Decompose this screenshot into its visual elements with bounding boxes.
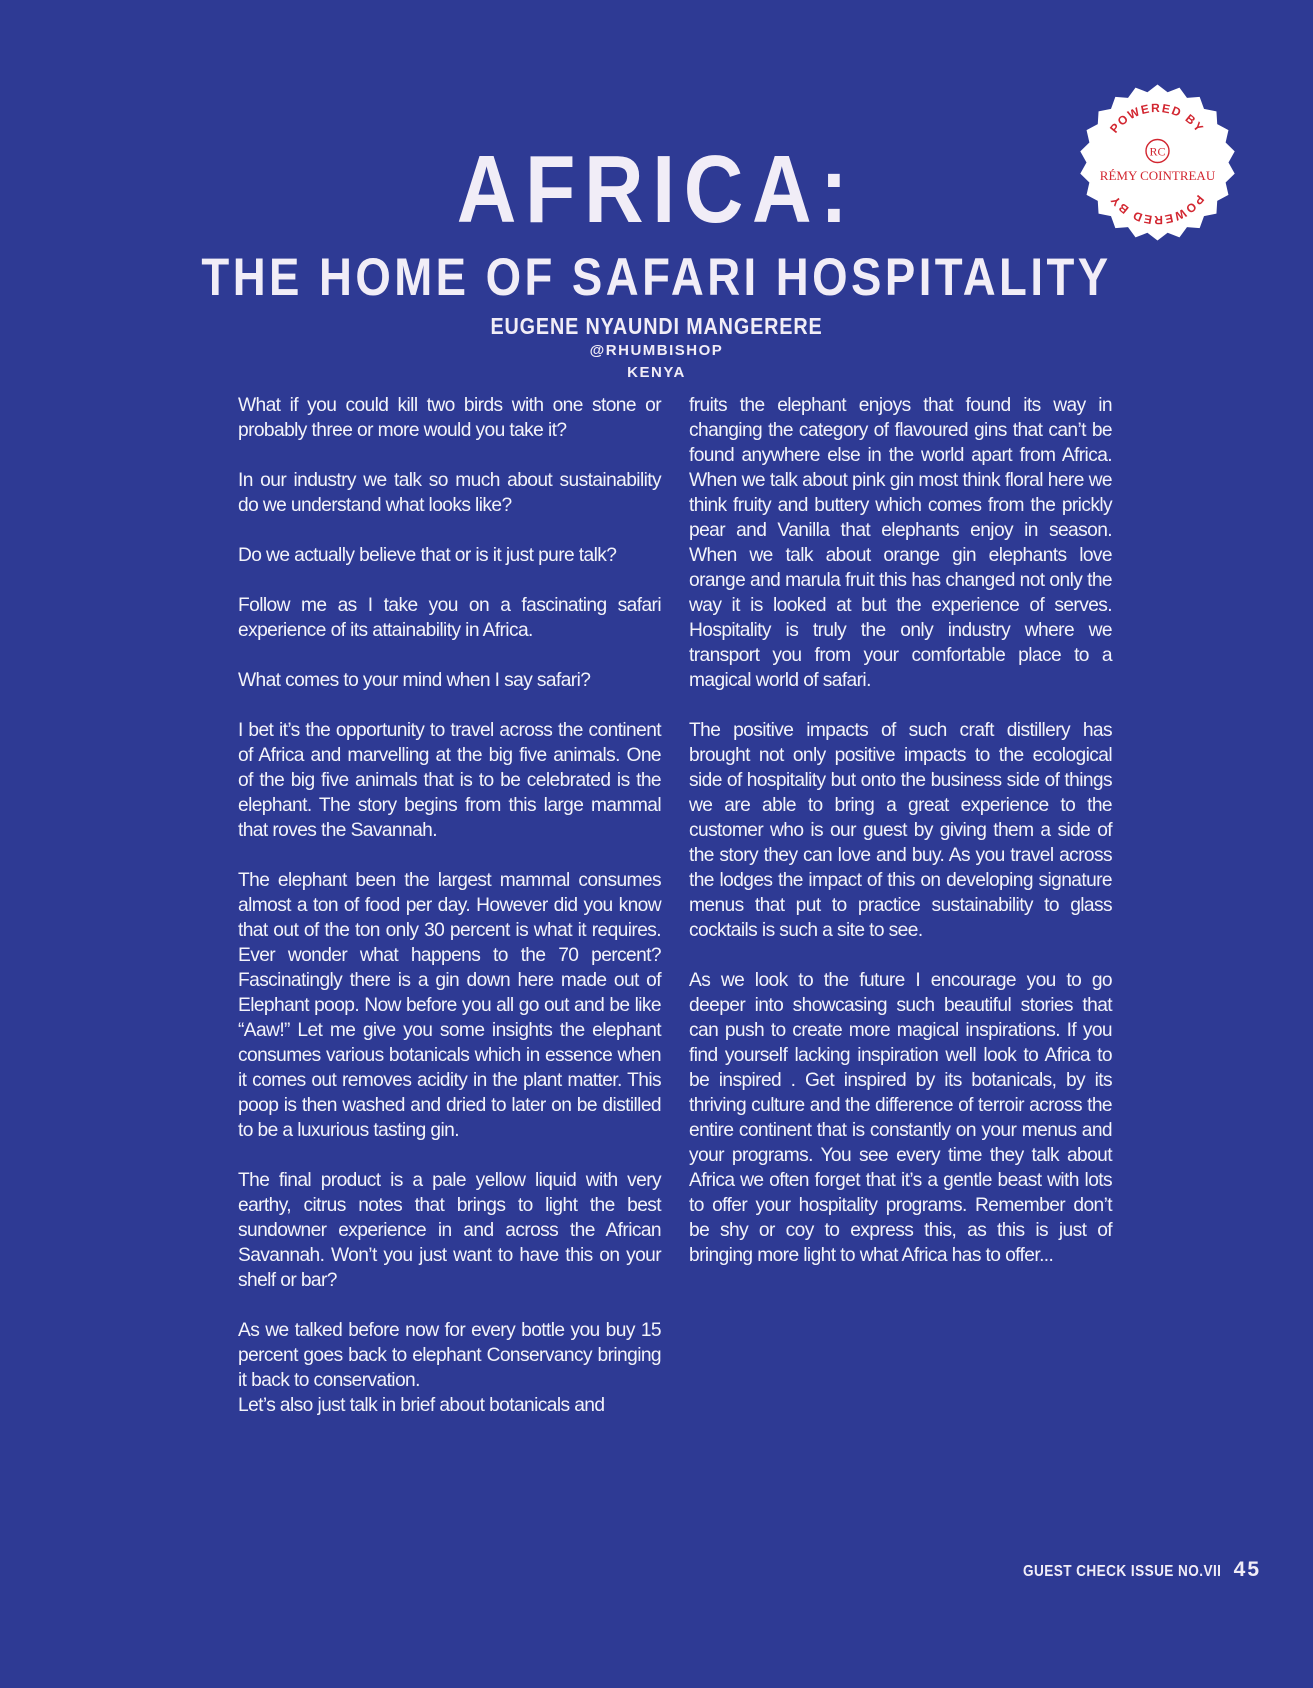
badge-monogram: RC (1149, 144, 1166, 159)
badge-brand: RÉMY COINTREAU (1099, 168, 1216, 183)
article-column-left (238, 393, 661, 1418)
paragraph: What if you could kill two birds with one stone or probably three or more would you take it? (238, 395, 661, 441)
paragraph: What comes to your mind when I say safari? (238, 670, 591, 691)
author-handle: @RHUMBISHOP (589, 342, 724, 359)
author-country: KENYA (627, 364, 686, 381)
issue-label: GUEST CHECK ISSUE NO.VII (1022, 1563, 1222, 1580)
paragraph: As we look to the future I encourage you to go deeper into showcasing such beautiful stories that can push to create more magical inspirations. If you find yourself lacking inspiration well look to Africa to be inspired . Get inspired by its botanicals, by its thriving culture and the difference of terroir across the entire continent that is constantly on your menus and your programs. You see every time they talk about Africa we often forget that it’s a gentle beast with lots to offer your hospitality programs. Remember don’t be shy or coy to express this, as this is just of bringing more light to what Africa has to offer... (689, 970, 1112, 1266)
paragraph: The positive impacts of such craft distillery has brought not only positive impacts to the ecological side of hospitality but onto the business side of things we are able to bring a great experience to the customer who is our guest by giving them a side of the story they can love and buy. As you travel across the lodges the impact of this on developing signature menus that put to practice sustainability to glass cocktails is such a site to see. (689, 720, 1112, 941)
page-footer (988, 1558, 1261, 1582)
badge-top-text: POWERED BY (1107, 100, 1207, 136)
paragraph: I bet it’s the opportunity to travel across the continent of Africa and marvelling at the big five animals. One of the big five animals that is to be celebrated is the elephant. The story begins from this large mammal that roves the Savannah. (238, 720, 661, 841)
paragraph: As we talked before now for every bottle you buy 15 percent goes back to elephant Conservancy bringing it back to conservation. (238, 1320, 661, 1391)
paragraph: The elephant been the largest mammal consumes almost a ton of food per day. However did you know that out of the ton only 30 percent is what it requires. Ever wonder what happens to the 70 percent? Fascinatingly there is a gin down here made out of Elephant poop. Now before you all go out and be like “Aaw!” Let me give you some insights the elephant consumes various botanicals which in essence when it comes out removes acidity in the plant matter. This poop is then washed and dried to later on be distilled to be a luxurious tasting gin. (238, 870, 661, 1141)
paragraph: Let’s also just talk in brief about botanicals and (238, 1395, 605, 1416)
page-number: 45 (1233, 1558, 1261, 1581)
paragraph: fruits the elephant enjoys that found its way in changing the category of flavoured gins that can’t be found anywhere else in the world apart from Africa. When we talk about pink gin most think floral here we think fruity and buttery which comes from the prickly pear and Vanilla that elephants enjoy in season. When we talk about orange gin elephants love orange and marula fruit this has changed not only the way it is looked at but the experience of serves. Hospitality is truly the only industry where we transport you from your comfortable place to a magical world of safari. (689, 395, 1112, 691)
paragraph: Follow me as I take you on a fascinating safari experience of its attainability in Africa. (238, 595, 661, 641)
article-subtitle: THE HOME OF SAFARI HOSPITALITY (201, 248, 1112, 307)
badge-bottom-text: POWERED BY (1107, 192, 1207, 228)
paragraph: The final product is a pale yellow liquid with very earthy, citrus notes that brings to light the best sundowner experience in and across the African Savannah. Won’t you just want to have this on your shelf or bar? (238, 1170, 661, 1291)
article-title: AFRICA: (456, 136, 857, 243)
paragraph: In our industry we talk so much about sustainability do we understand what looks like? (238, 470, 661, 516)
article-column-right (689, 393, 1112, 1293)
author-name: EUGENE NYAUNDI MANGERERE (490, 313, 823, 339)
paragraph: Do we actually believe that or is it just pure talk? (238, 545, 617, 566)
